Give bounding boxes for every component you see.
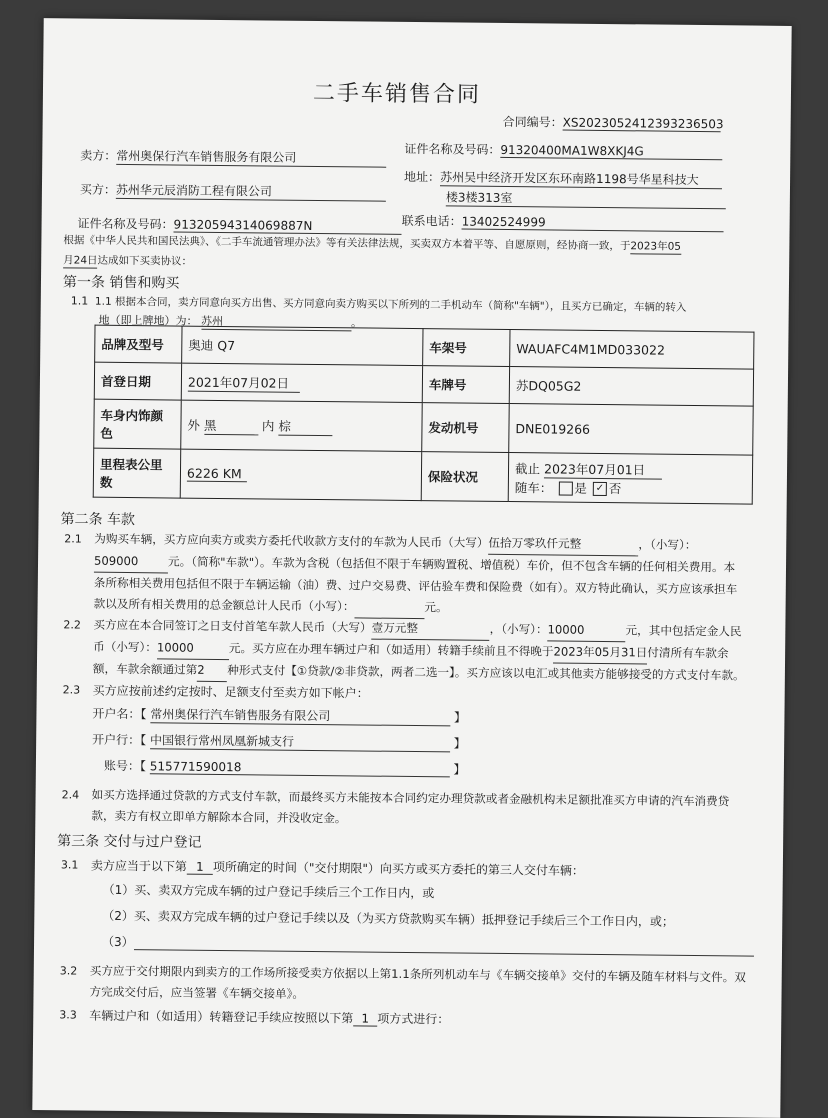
address-row <box>404 168 722 189</box>
clause-2-2-text-f: 种形式支付【①贷款/②非贷款，两者二选一】。买方应该以电汇或其他卖方能够接受的方式支付车款。 <box>227 663 745 683</box>
account-name: 常州奥保行汽车销售服务有限公司 <box>150 705 450 726</box>
clause-3-1 <box>91 857 584 879</box>
buyer-cert-label: 证件名称及号码： <box>77 216 174 232</box>
table-row <box>94 399 753 455</box>
clause-3-3-text-a: 车辆过户和（如适用）转籍登记手续应按照以下第 <box>89 1008 354 1026</box>
clause-3-3 <box>89 1007 449 1028</box>
basis-line <box>63 232 681 254</box>
seller-row <box>80 147 386 168</box>
contract-page <box>32 18 791 1118</box>
account-number-row: 账号：【 515771590018 】 <box>103 758 466 777</box>
delivery-item: 1 <box>187 860 213 875</box>
final-payment-date: 2023年05月31日 <box>553 641 647 664</box>
brand-value: 奥迪 Q7 <box>182 326 423 366</box>
no-checkbox[interactable]: ✓ <box>593 482 607 496</box>
clause-2-1-text-d: 元。 <box>424 600 448 615</box>
brand-label: 品牌及型号 <box>95 325 182 363</box>
phone-row <box>402 212 724 232</box>
basis-date-1: 2023年05 <box>630 240 682 253</box>
no-label: 否 <box>608 480 622 496</box>
clause-2-2-text-b: ，（小写）： <box>489 621 548 637</box>
buyer-cert-value: 91320594314069887N <box>174 217 402 234</box>
engine-label: 发动机号 <box>422 403 510 453</box>
exterior-color: 黑 <box>204 415 258 435</box>
clause-2-2-number: 2.2 <box>63 618 81 632</box>
delivery-option-3 <box>102 933 754 957</box>
interior-label: 内 <box>261 417 275 434</box>
transfer-item: 1 <box>353 1011 377 1026</box>
first-payment-upper: 壹万元整 <box>372 618 490 641</box>
clause-2-1 <box>93 529 744 623</box>
yes-checkbox[interactable] <box>558 482 572 496</box>
seller-name: 常州奥保行汽车销售服务有限公司 <box>116 147 386 168</box>
clause-3-2: 买方应于交付期限内到卖方的工作场所接受卖方依据以上第1.1条所列机动车与《车辆交接单》交付的车辆及随车材料与文件。双方完成交付后，应当签署《车辆交接单》。 <box>89 963 746 1001</box>
vehicle-table <box>93 325 755 505</box>
clause-2-4-number: 2.4 <box>61 788 80 802</box>
address-line2: 楼3楼313室 <box>446 188 726 209</box>
clause-2-2-text-c: 元，其中包括定金人民币（小写）： <box>93 623 742 655</box>
buyer-label: 买方： <box>79 182 117 197</box>
insurance-with-car <box>515 478 746 498</box>
total-amount-blank <box>354 596 424 619</box>
delivery-option-3-blank <box>134 935 754 956</box>
clause-2-2-text-d: 元。买方应在办理车辆过户和（如适用）转籍手续前且不得晚于 <box>228 641 554 659</box>
basis-text: 根据《中华人民共和国民法典》、《二手车流通管理办法》等有关法律法规，买卖双方本着平等、自愿原则，经协商一致，于 <box>63 234 631 253</box>
reg-date-label: 首登日期 <box>94 362 181 400</box>
section-2-title: 第二条 车款 <box>60 511 136 529</box>
transfer-place: 苏州 <box>201 313 351 332</box>
reg-date-cell <box>181 363 422 403</box>
clause-2-2-text-e: 付清所有车款余额，车款余额通过第 <box>92 645 729 677</box>
account-name-label: 开户名： <box>92 706 141 722</box>
with-car-label: 随车： <box>514 479 553 495</box>
clause-3-1-text-b: 项所确定的时间（"交付期限"）向买方或买方委托的第三人交付车辆： <box>212 859 584 878</box>
payment-option: 2 <box>197 660 227 682</box>
table-row <box>93 448 752 504</box>
bank-row: 开户行：【 中国银行常州凤凰新城支行 】 <box>92 732 466 751</box>
mileage-label: 里程表公里数 <box>93 448 181 498</box>
buyer-name: 苏州华元辰消防工程有限公司 <box>116 181 386 202</box>
basis-date-2: 月24日 <box>63 254 98 267</box>
clause-2-1-number: 2.1 <box>64 532 82 546</box>
basis-tail: 达成如下买卖协议： <box>97 254 193 268</box>
clause-2-1-text-c: 元。（简称"车款"）。车款为含税（包括但不限于车辆购置税、增值税）车价，但不包含车辆的任何相关费用。本条所称相关费用包括但不限于车辆运输（油）费、过户交易费、评估验车费和保险费（如有）。双方特此确认，买方应该承担车款以及所有相关费用的总金额总计人民币（小写）： <box>93 554 738 614</box>
contract-number-value: XS2023052412393236503 <box>562 115 724 132</box>
insurance-until-label: 截止 <box>514 460 541 476</box>
engine-value: DNE019266 <box>509 404 753 456</box>
yes-label: 是 <box>574 480 587 496</box>
account-name-row: 开户名：【 常州奥保行汽车销售服务有限公司 】 <box>92 706 467 725</box>
clause-3-3-number: 3.3 <box>59 1008 77 1022</box>
insurance-label: 保险状况 <box>421 452 509 502</box>
address-row-2 <box>446 188 726 209</box>
vin-label: 车架号 <box>423 329 510 367</box>
address-label: 地址： <box>404 169 441 185</box>
clause-3-3-text-b: 项方式进行： <box>377 1011 450 1027</box>
account-number-label: 账号： <box>103 758 140 774</box>
clause-3-1-text-a: 卖方应当于以下第 <box>90 858 187 874</box>
delivery-option-2: （2）买、卖双方完成车辆的过户登记手续以及（为买方贷款购买车辆）抵押登记手续后三个工作日内，或； <box>102 908 675 929</box>
vin-value: WAUAFC4M1MD033022 <box>510 330 754 370</box>
bank-label: 开户行： <box>92 732 141 748</box>
buyer-cert-row <box>78 214 402 234</box>
delivery-option-3-label: （3） <box>101 934 134 950</box>
clause-2-2-text-a: 买方应在本合同签订之日支付首笔车款人民币（大写） <box>93 617 372 635</box>
price-upper: 伍拾万零玖仟元整 <box>488 533 638 557</box>
section-3-title: 第三条 交付与过户登记 <box>57 833 202 851</box>
seller-cert-label: 证件名称及号码： <box>404 141 501 157</box>
delivery-option-1: （1）买、卖双方完成车辆的过户登记手续后三个工作日内，或 <box>102 882 435 901</box>
clause-2-1-text-b: ，（小写）： <box>638 537 697 552</box>
mileage-cell <box>180 449 421 501</box>
reg-date-value: 2021年07月02日 <box>188 372 300 392</box>
buyer-row <box>80 181 386 202</box>
exterior-label: 外 <box>187 417 201 433</box>
document-title: 二手车销售合同 <box>312 80 482 108</box>
bank-name: 中国银行常州凤凰新城支行 <box>150 731 450 752</box>
clause-2-3-number: 2.3 <box>62 683 81 697</box>
clause-1-1-end: 。 <box>350 316 363 330</box>
phone-value: 13402524999 <box>462 215 724 233</box>
seller-cert-row <box>404 140 722 160</box>
first-payment-amount: 10000 <box>547 619 625 642</box>
account-number: 515771590018 <box>150 759 450 777</box>
clause-3-1-number: 3.1 <box>60 858 79 872</box>
clause-2-2 <box>93 615 746 688</box>
mileage-value: 6226 KM <box>187 466 247 483</box>
address-line1: 苏州吴中经济开发区东环南路1198号华星科技大 <box>440 168 722 189</box>
seller-cert-value: 91320400MA1W8XKJ4G <box>500 143 722 160</box>
clause-1-1-number: 1.1 <box>70 294 89 308</box>
deposit-amount: 10000 <box>157 637 229 660</box>
color-cell <box>181 400 422 452</box>
contract-number-label: 合同编号： <box>502 114 563 130</box>
insurance-cell <box>508 453 752 505</box>
contract-number <box>502 113 724 132</box>
clause-1-1-text-2: 地（即上牌地）为： <box>98 313 198 328</box>
clause-1-1-text: 1.1 根据本合同，卖方同意向买方出售、买方同意向卖方购买以下所列的二手机动车（简称"车辆"），且买方已确定，车辆的转入 <box>94 295 687 314</box>
clause-2-4: 如买方选择通过贷款的方式支付车款，而最终买方未能按本合同约定办理贷款或者金融机构未足额批准买方申请的汽车消费贷款，卖方有权立即单方解除本合同，并没收定金。 <box>91 787 730 826</box>
plate-value: 苏DQ05G2 <box>509 367 753 407</box>
phone-label: 联系电话： <box>401 213 462 229</box>
seller-label: 卖方： <box>80 148 117 163</box>
section-1-title: 第一条 销售和购买 <box>62 274 180 292</box>
insurance-date: 2023年07月01日 <box>544 459 662 479</box>
clause-3-2-number: 3.2 <box>59 964 78 978</box>
color-label: 车身内饰颜色 <box>94 399 182 449</box>
plate-label: 车牌号 <box>422 366 509 404</box>
clause-2-3-text: 买方应按前述约定按时、足额支付至卖方如下帐户： <box>92 683 369 701</box>
interior-color: 棕 <box>278 416 332 436</box>
insurance-until <box>515 459 746 480</box>
basis-line-2 <box>63 252 192 269</box>
clause-2-1-text-a: 为购买车辆，买方应向卖方或卖方委托代收款方支付的车款为人民币（大写） <box>94 531 489 550</box>
price-amount: 509000 <box>94 551 168 574</box>
